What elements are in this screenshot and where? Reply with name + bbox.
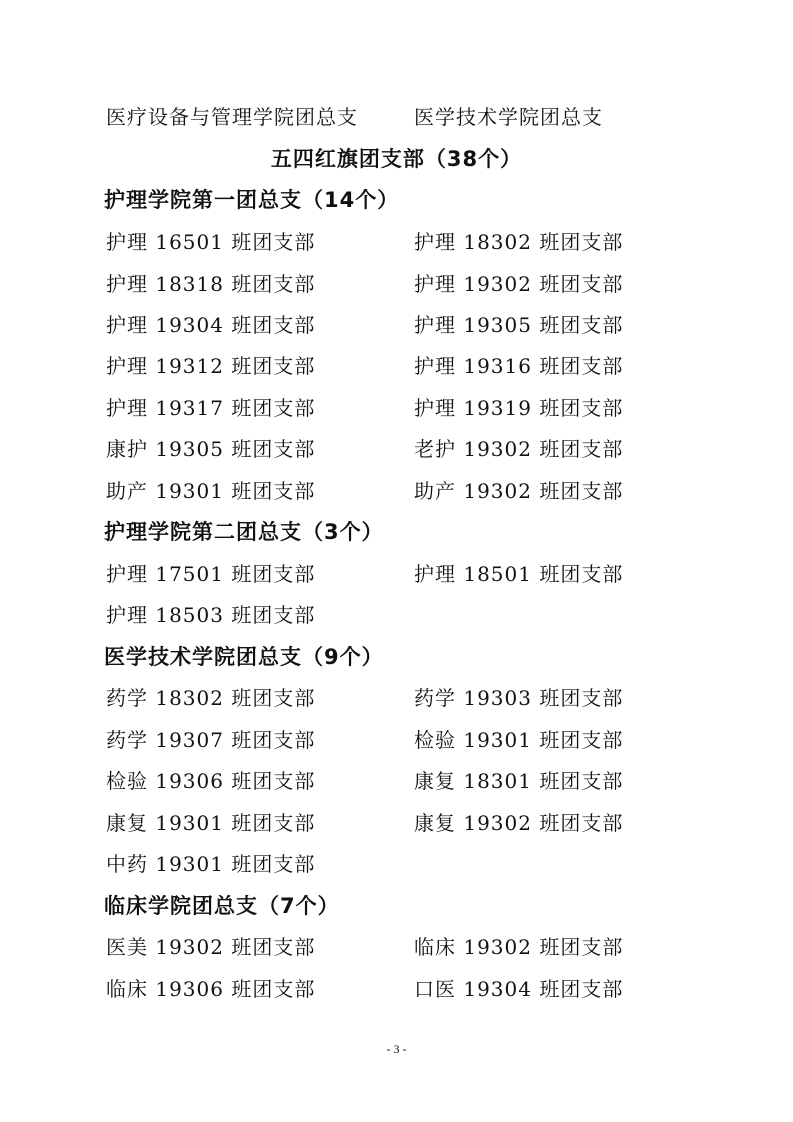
list-item: 康复 19301 班团支部 [106, 811, 316, 835]
list-item: 助产 19301 班团支部 [106, 479, 316, 503]
top-row-left: 医疗设备与管理学院团总支 [106, 105, 358, 129]
list-item: 护理 16501 班团支部 [106, 230, 316, 254]
group-heading: 护理学院第一团总支（14个） [104, 188, 400, 212]
list-item: 护理 18302 班团支部 [414, 230, 624, 254]
list-item: 药学 19307 班团支部 [106, 728, 316, 752]
list-item: 老护 19302 班团支部 [414, 437, 624, 461]
list-item: 护理 18318 班团支部 [106, 272, 316, 296]
list-item: 口医 19304 班团支部 [414, 977, 624, 1001]
list-item: 康复 18301 班团支部 [414, 769, 624, 793]
group-heading: 护理学院第二团总支（3个） [104, 520, 384, 544]
top-row-right: 医学技术学院团总支 [414, 105, 603, 129]
list-item: 中药 19301 班团支部 [106, 852, 316, 876]
page-number: - 3 - [386, 1042, 407, 1056]
list-item: 医美 19302 班团支部 [106, 935, 316, 959]
list-item: 护理 19305 班团支部 [414, 313, 624, 337]
list-item: 检验 19306 班团支部 [106, 769, 316, 793]
group-heading: 临床学院团总支（7个） [104, 894, 340, 918]
list-item: 药学 19303 班团支部 [414, 686, 624, 710]
list-item: 检验 19301 班团支部 [414, 728, 624, 752]
list-item: 护理 18501 班团支部 [414, 562, 624, 586]
list-item: 护理 19319 班团支部 [414, 396, 624, 420]
list-item: 护理 18503 班团支部 [106, 603, 316, 627]
list-item: 护理 17501 班团支部 [106, 562, 316, 586]
list-item: 护理 19302 班团支部 [414, 272, 624, 296]
list-item: 护理 19317 班团支部 [106, 396, 316, 420]
section-title: 五四红旗团支部（38个） [270, 147, 523, 171]
list-item: 康护 19305 班团支部 [106, 437, 316, 461]
list-item: 临床 19306 班团支部 [106, 977, 316, 1001]
list-item: 临床 19302 班团支部 [414, 935, 624, 959]
list-item: 护理 19312 班团支部 [106, 354, 316, 378]
list-item: 护理 19316 班团支部 [414, 354, 624, 378]
list-item: 助产 19302 班团支部 [414, 479, 624, 503]
list-item: 药学 18302 班团支部 [106, 686, 316, 710]
list-item: 护理 19304 班团支部 [106, 313, 316, 337]
list-item: 康复 19302 班团支部 [414, 811, 624, 835]
group-heading: 医学技术学院团总支（9个） [104, 645, 384, 669]
